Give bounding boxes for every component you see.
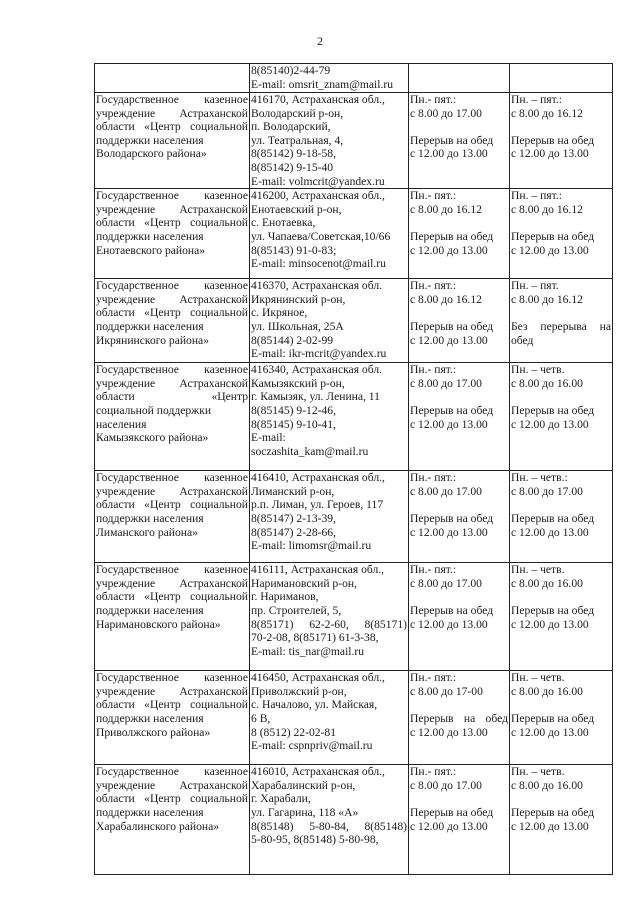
table-row [95,64,613,93]
cell-line: 8(85143) 91-0-83; [251,243,337,257]
cell-line: Пн.- пят.: [410,471,457,485]
cell-line: Перерыв на обед [511,229,595,243]
cell-line: Перерыв на обед [410,133,494,147]
cell-line: области «Центр [96,390,248,404]
cell-line: Пн.- пят.: [410,189,457,203]
cell-line: 8(85148) 5-80-84, 8(85148) [251,819,407,833]
cell-line: учреждение Астраханской [96,106,248,120]
cell-line: с 8.00 до 17.00 [410,576,482,590]
contact-cell [250,563,409,671]
cell-line: ул. Чапаева/Советская,10/66 [251,229,391,243]
organization-cell [95,279,250,363]
cell-line: Перерыв на обед [410,805,494,819]
cell-line: с 12.00 до 13.00 [410,725,488,739]
organization-cell [95,765,250,875]
cell-line: с 8.00 до 17.00 [410,778,482,792]
cell-line: 8(85142) 9-15-40 [251,160,334,174]
cell-line: с 8.00 до 16.12 [511,202,583,216]
cell-line: с. Началово, ул. Майская, [251,698,378,712]
table-row [95,765,613,875]
cell-line: Володарский р-он, [251,106,344,120]
schedule-cell [409,363,510,471]
cell-line: E-mail: [251,431,286,445]
schedule-cell [409,563,510,671]
cell-line: с 8.00 до 16.00 [511,576,583,590]
cell-line: с 12.00 до 13.00 [410,333,488,347]
cell-line: Перерыв на обед [511,403,595,417]
cell-line: Наримановского района» [96,617,221,631]
cell-line: Государственное казенное [96,363,248,377]
blank-line [410,120,508,134]
cell-line: с 8.00 до 16.12 [410,202,482,216]
cell-line: поддержки населения [96,805,204,819]
organization-cell [95,64,250,93]
blank-line [511,216,611,230]
cell-line: Пн. – четв. [511,363,565,377]
cell-line: 6 В, [251,711,271,725]
cell-line: с 8.00 до 17.00 [410,106,482,120]
cell-line: Пн. – пят.: [511,189,562,203]
organization-cell [95,563,250,671]
schedule-cell [409,93,510,189]
cell-line: с 12.00 до 13.00 [511,147,589,161]
cell-line: учреждение Астраханской [96,202,248,216]
cell-line: Перерыв на обед [410,319,494,333]
cell-line: 8 (8512) 22-02-81 [251,725,337,739]
schedule-cell [409,279,510,363]
cell-line: Камызякского района» [96,431,209,445]
cell-line: населения [96,417,147,431]
schedule-alt-cell [510,189,613,279]
schedule-alt-cell [510,471,613,563]
cell-line: ул. Школьная, 25А [251,319,344,333]
cell-line: с 8.00 до 16.00 [511,778,583,792]
cell-line: с 12.00 до 13.00 [410,819,488,833]
cell-line: с 8.00 до 16.12 [511,292,583,306]
cell-line: с 12.00 до 13.00 [410,617,488,631]
cell-line: Перерыв на обед [511,603,595,617]
cell-line: учреждение Астраханской [96,376,248,390]
cell-line: с. Икряное, [251,306,308,320]
cell-line: 8(85140)2-44-79 [251,64,331,77]
cell-line: с 8.00 до 17.00 [511,484,583,498]
contact-cell [250,765,409,875]
contact-cell [250,671,409,765]
blank-line [410,216,508,230]
cell-line: с 12.00 до 13.00 [511,417,589,431]
cell-line: Перерыв на обед [410,711,508,725]
cell-line: социальной поддержки [96,403,212,417]
cell-line: Пн.- пят.: [410,671,457,685]
schedule-cell [409,189,510,279]
blank-line [511,498,611,512]
blank-line [410,306,508,320]
cell-line: 8(85145) 9-12-46, [251,403,337,417]
cell-line: с 8.00 до 16.12 [511,106,583,120]
cell-line: Харабалинский р-он, [251,778,356,792]
cell-line: ул. Театральная, 4, [251,133,344,147]
cell-line: с 8.00 до 16.00 [511,684,583,698]
cell-line: г. Нариманов, [251,590,319,604]
cell-line: Приволжского района» [96,725,211,739]
table-row [95,279,613,363]
cell-line: Приволжский р-он, [251,684,347,698]
table-row [95,563,613,671]
cell-line: 416370, Астраханская обл. [251,279,383,293]
blank-line [410,498,508,512]
cell-line: с 12.00 до 13.00 [410,525,488,539]
cell-line: с 12.00 до 13.00 [410,417,488,431]
cell-line: с 8.00 до 17.00 [410,484,482,498]
cell-line: г. Харабали, [251,792,311,806]
cell-line: Пн. – пят.: [511,93,562,106]
cell-line: 416200, Астраханская обл., [251,189,385,203]
cell-line: с 8.00 до 17.00 [410,376,482,390]
cell-line: с 12.00 до 13.00 [511,819,589,833]
cell-line: E-mail: limomsr@mail.ru [251,539,372,553]
blank-line [410,590,508,604]
cell-line: поддержки населения [96,511,204,525]
cell-line: Перерыв на обед [410,403,494,417]
cell-line: с 8.00 до 17-00 [410,684,483,698]
contact-cell [250,189,409,279]
cell-line: soczashita_kam@mail.ru [251,444,369,458]
cell-line: 5-80-95, 8(85148) 5-80-98, [251,833,379,847]
cell-line: Икрянинский р-он, [251,292,346,306]
cell-line: E-mail: minsocenot@mail.ru [251,257,386,271]
cell-line: 416170, Астраханская обл., [251,93,385,106]
table-row [95,93,613,189]
cell-line: области «Центр социальной [96,216,248,230]
cell-line: области «Центр социальной [96,792,248,806]
table-body [95,64,613,875]
cell-line: р.п. Лиман, ул. Героев, 117 [251,498,384,512]
cell-line: поддержки населения [96,229,204,243]
cell-line: Государственное казенное [96,93,248,106]
schedule-alt-cell [510,671,613,765]
blank-line [511,792,611,806]
page-number: 2 [317,34,323,48]
institutions-table [94,63,613,875]
cell-line: 8(85171) 62-2-60, 8(85171) [251,617,407,631]
blank-line [410,390,508,404]
cell-line: Пн.- пят.: [410,279,457,293]
cell-line: 416111, Астраханская обл., [251,563,385,577]
blank-line [410,792,508,806]
cell-line: поддержки населения [96,603,204,617]
cell-line: Перерыв на обед [410,229,494,243]
cell-line: E-mail: volmcrit@yandex.ru [251,174,385,188]
cell-line: с 12.00 до 13.00 [511,617,589,631]
table-row [95,471,613,563]
cell-line: Пн.- пят.: [410,765,457,779]
schedule-cell [409,765,510,875]
cell-line: Без перерыва на [511,319,611,333]
table-row [95,363,613,471]
blank-line [511,306,611,320]
cell-line: 8(85147) 2-28-66, [251,525,337,539]
cell-line: области «Центр социальной [96,306,248,320]
schedule-alt-cell [510,765,613,875]
schedule-alt-cell [510,93,613,189]
cell-line: г. Камызяк, ул. Ленина, 11 [251,390,380,404]
cell-line: Перерыв на обед [511,711,595,725]
cell-line: с 12.00 до 13.00 [511,525,589,539]
table-row [95,189,613,279]
cell-line: Государственное казенное [96,671,248,685]
cell-line: учреждение Астраханской [96,292,248,306]
cell-line: поддержки населения [96,319,204,333]
cell-line: 416410, Астраханская обл., [251,471,385,485]
cell-line: E-mail: omsrit_znam@mail.ru [251,77,394,91]
contact-cell [250,93,409,189]
cell-line: Перерыв на обед [410,511,494,525]
cell-line: Государственное казенное [96,563,248,577]
blank-line [511,698,611,712]
cell-line: с 12.00 до 13.00 [511,725,589,739]
cell-line: Пн.- пят.: [410,363,457,377]
cell-line: 8(85147) 2-13-39, [251,511,337,525]
schedule-cell [409,671,510,765]
cell-line: Пн. – четв.: [511,471,568,485]
cell-line: 70-2-08, 8(85171) 61-3-38, [251,631,379,645]
cell-line: Камызякский р-он, [251,376,345,390]
cell-line: учреждение Астраханской [96,484,248,498]
cell-line: Володарского района» [96,147,207,161]
schedule-alt-cell [510,279,613,363]
cell-line: E-mail: ikr-mcrit@yandex.ru [251,347,387,361]
schedule-cell [409,471,510,563]
organization-cell [95,671,250,765]
cell-line: Енотаевский р-он, [251,202,342,216]
cell-line: учреждение Астраханской [96,778,248,792]
cell-line: обед [511,333,534,347]
cell-line: с 12.00 до 13.00 [410,147,488,161]
cell-line: с 12.00 до 13.00 [410,243,488,257]
cell-line: п. Володарский, [251,120,331,134]
cell-line: Пн. – четв. [511,671,565,685]
cell-line: области «Центр социальной [96,498,248,512]
schedule-alt-cell [510,563,613,671]
cell-line: с. Енотаевка, [251,216,316,230]
cell-line: ул. Гагарина, 118 «А» [251,805,359,819]
cell-line: Перерыв на обед [511,511,595,525]
cell-line: Государственное казенное [96,471,248,485]
cell-line: Государственное казенное [96,279,248,293]
cell-line: учреждение Астраханской [96,576,248,590]
organization-cell [95,189,250,279]
cell-line: Икрянинского района» [96,333,209,347]
cell-line: 8(85145) 9-10-41, [251,417,337,431]
schedule-cell [409,64,510,93]
cell-line: Перерыв на обед [410,603,494,617]
contact-cell [250,471,409,563]
cell-line: области «Центр социальной [96,698,248,712]
cell-line: пр. Строителей, 5, [251,603,342,617]
cell-line: поддержки населения [96,711,204,725]
contact-cell [250,363,409,471]
schedule-alt-cell [510,363,613,471]
table-row [95,671,613,765]
organization-cell [95,471,250,563]
cell-line: 416450, Астраханская обл., [251,671,385,685]
cell-line: 8(85142) 9-18-58, [251,147,337,161]
cell-line: области «Центр социальной [96,120,248,134]
cell-line: с 12.00 до 13.00 [511,243,589,257]
cell-line: учреждение Астраханской [96,684,248,698]
contact-cell [250,64,409,93]
cell-line: области «Центр социальной [96,590,248,604]
cell-line: Пн. – пят. [511,279,559,293]
cell-line: Пн.- пят.: [410,93,457,106]
cell-line: Лиманский р-он, [251,484,335,498]
cell-line: E-mail: cspnpriv@mail.ru [251,739,373,753]
cell-line: Пн. – четв. [511,765,565,779]
cell-line: с 8.00 до 16.12 [410,292,482,306]
cell-line: Пн.- пят.: [410,563,457,577]
cell-line: Перерыв на обед [511,805,595,819]
organization-cell [95,363,250,471]
cell-line: E-mail: tis_nar@mail.ru [251,644,365,658]
cell-line: Государственное казенное [96,765,248,779]
blank-line [511,590,611,604]
cell-line: Лиманского района» [96,525,198,539]
cell-line: Государственное казенное [96,189,248,203]
cell-line: Пн. – четв. [511,563,565,577]
schedule-alt-cell [510,64,613,93]
cell-line: 416340, Астраханская обл. [251,363,383,377]
blank-line [410,698,508,712]
cell-line: 8(85144) 2-02-99 [251,333,334,347]
blank-line [511,390,611,404]
cell-line: Енотаевского района» [96,243,206,257]
cell-line: Перерыв на обед [511,133,595,147]
cell-line: Наримановский р-он, [251,576,357,590]
organization-cell [95,93,250,189]
cell-line: поддержки населения [96,133,204,147]
cell-line: Харабалинского района» [96,819,220,833]
blank-line [511,120,611,134]
cell-line: с 8.00 до 16.00 [511,376,583,390]
contact-cell [250,279,409,363]
cell-line: 416010, Астраханская обл., [251,765,385,779]
